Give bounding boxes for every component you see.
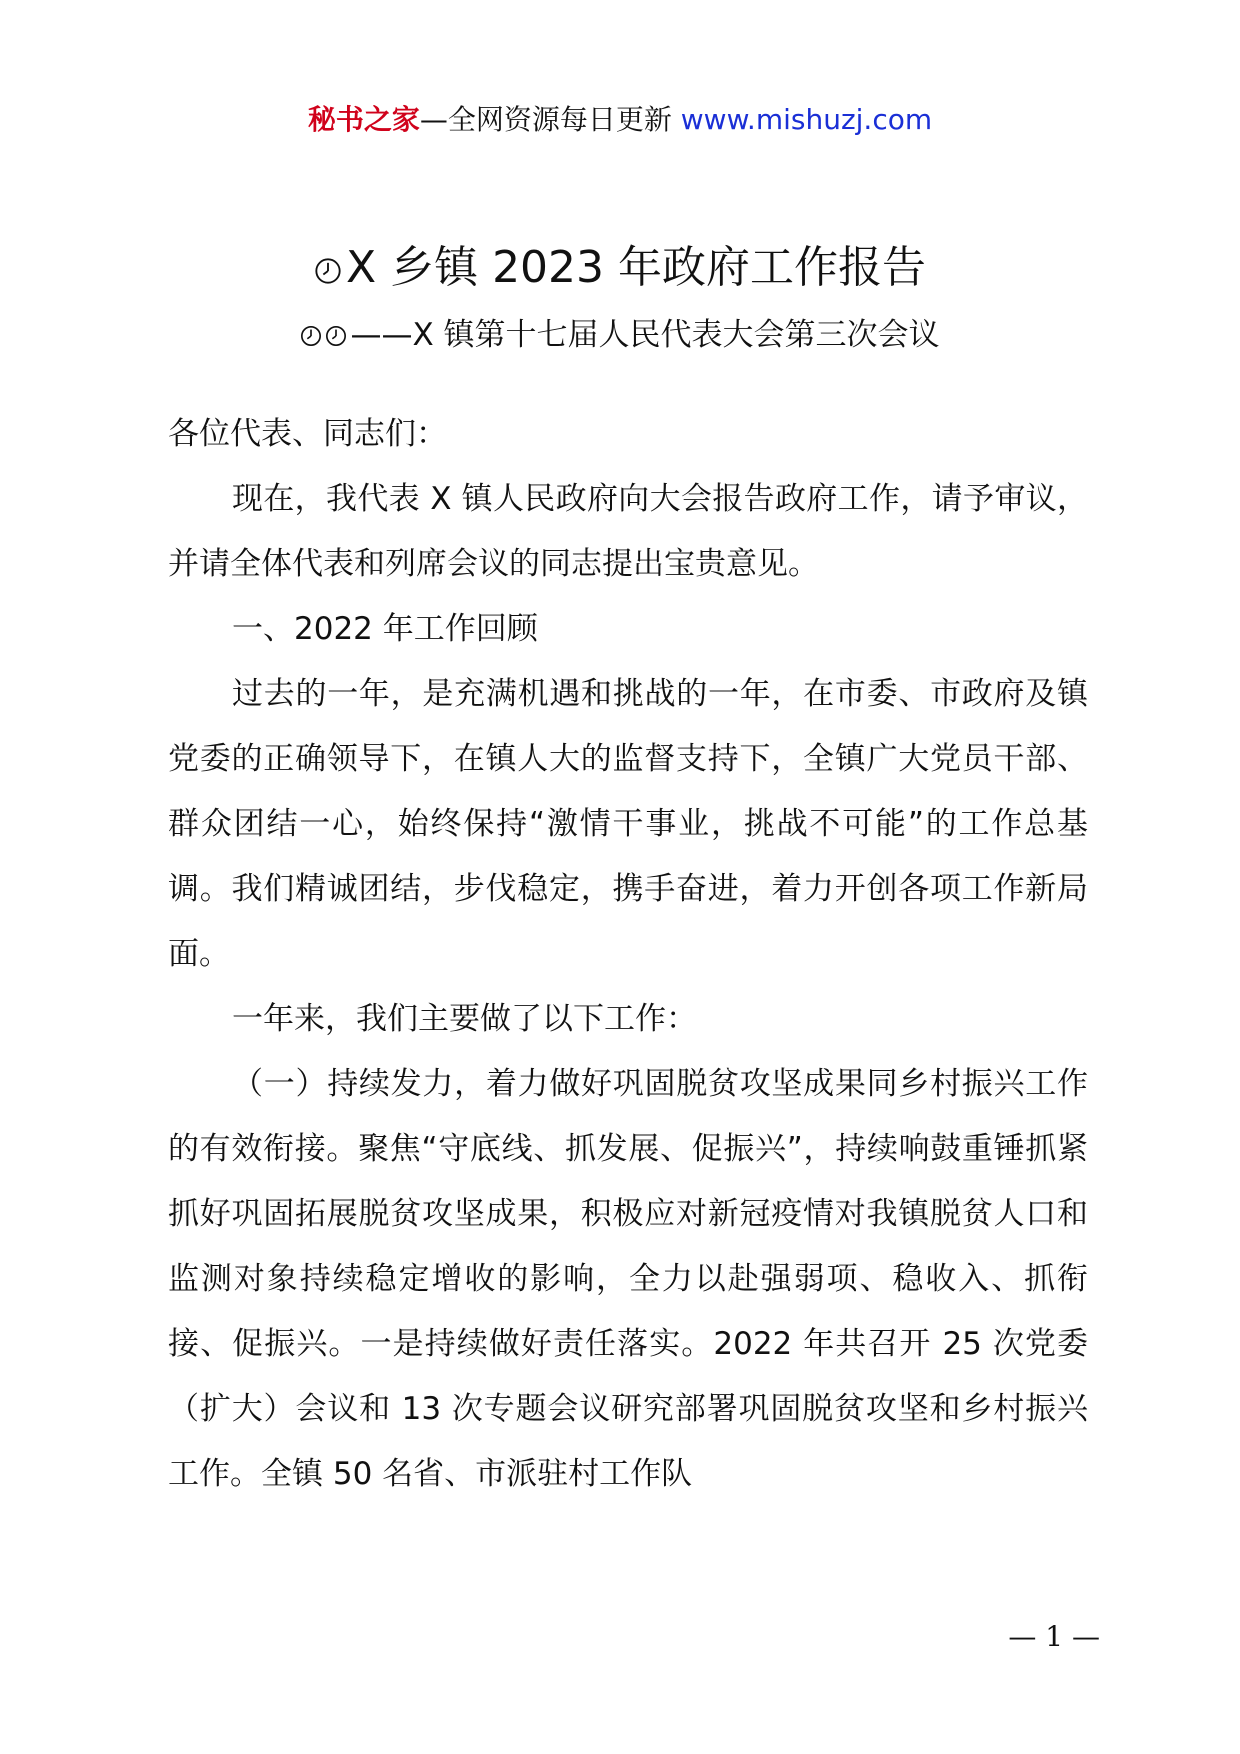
- paragraph-item-1: （一）持续发力，着力做好巩固脱贫攻坚成果同乡村振兴工作的有效衔接。聚焦“守底线、抓发展、促振兴”，持续响鼓重锤抓紧抓好巩固拓展脱贫攻坚成果，积极应对新冠疫情对我镇脱贫人口和监测对象持续稳定增收的影响，全力以赴强弱项、稳收入、抓衔接、促振兴。一是持续做好责任落实。2022 年共召开 25 次党委（扩大）会议和 13 次专题会议研究部署巩固脱贫攻坚和乡村振兴工作。全镇 50 名省、市派驻村工作队: [168, 1066, 1088, 1492]
- page-number: — 1 —: [1008, 1620, 1100, 1653]
- site-brand: 秘书之家: [307, 103, 420, 136]
- paragraph-intro: 现在，我代表 X 镇人民政府向大会报告政府工作，请予审议，并请全体代表和列席会议的同志提出宝贵意见。: [168, 481, 1088, 582]
- clock-icon: [314, 257, 342, 285]
- paragraph-work-intro: 一年来，我们主要做了以下工作：: [232, 1001, 697, 1037]
- salutation: 各位代表、同志们：: [168, 416, 447, 452]
- site-slogan: —全网资源每日更新: [419, 103, 681, 136]
- section-heading: 一、2022 年工作回顾: [232, 611, 538, 647]
- clock-icon: [325, 325, 347, 347]
- clock-icon: [300, 325, 322, 347]
- document-subtitle: [0, 312, 1240, 358]
- site-url-link[interactable]: www.mishuzj.com: [680, 103, 933, 136]
- document-body: [168, 402, 1088, 1507]
- site-header: [0, 100, 1240, 140]
- paragraph-review: 过去的一年，是充满机遇和挑战的一年，在市委、市政府及镇党委的正确领导下，在镇人大的监督支持下，全镇广大党员干部、群众团结一心，始终保持“激情干事业，挑战不可能”的工作总基调。我们精诚团结，步伐稳定，携手奋进，着力开创各项工作新局面。: [168, 676, 1088, 972]
- document-subtitle-text: ——X 镇第十七届人民代表大会第三次会议: [350, 317, 940, 353]
- document-title: [0, 238, 1240, 298]
- document-title-text: X 乡镇 2023 年政府工作报告: [345, 242, 927, 293]
